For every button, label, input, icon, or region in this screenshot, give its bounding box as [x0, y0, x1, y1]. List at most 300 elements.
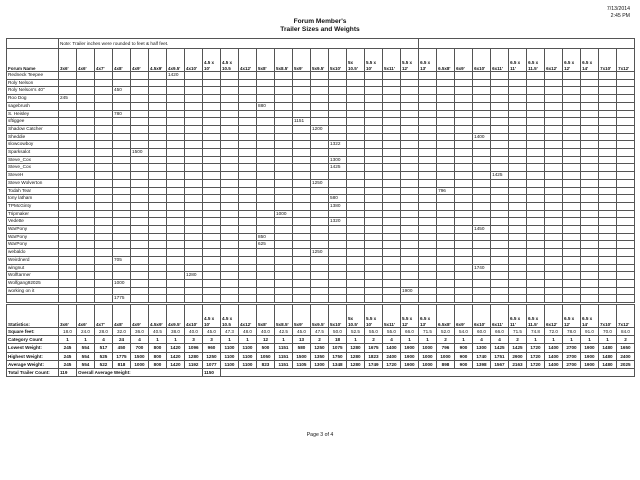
empty-cell — [167, 241, 185, 249]
empty-cell — [131, 287, 149, 295]
empty-cell — [563, 87, 581, 95]
empty-cell — [185, 218, 203, 226]
empty-cell — [167, 125, 185, 133]
stats-row-square-feet — [7, 328, 635, 336]
stats-value: 1280 — [347, 344, 365, 352]
empty-cell — [383, 295, 401, 303]
empty-cell — [617, 218, 635, 226]
empty-cell — [527, 72, 545, 80]
empty-cell — [365, 287, 383, 295]
empty-cell — [113, 272, 131, 280]
forum-member-name: Steve_Cox — [7, 156, 59, 164]
empty-cell — [365, 156, 383, 164]
empty-cell — [77, 279, 95, 287]
empty-cell — [527, 79, 545, 87]
empty-cell — [365, 110, 383, 118]
empty-cell — [221, 141, 239, 149]
empty-cell — [131, 164, 149, 172]
empty-cell — [563, 249, 581, 257]
empty-cell — [401, 272, 419, 280]
empty-cell — [203, 72, 221, 80]
forum-member-name: Sheddie — [7, 133, 59, 141]
empty-cell — [437, 72, 455, 80]
empty-cell — [311, 218, 329, 226]
empty-cell — [527, 210, 545, 218]
empty-cell — [581, 249, 599, 257]
forum-member-name: working on it — [7, 287, 59, 295]
empty-cell — [617, 287, 635, 295]
size-column-header: 6.5 x 13' — [419, 305, 437, 328]
empty-cell — [563, 272, 581, 280]
stats-value: 1 — [527, 336, 545, 344]
trailer-weight: 1250 — [311, 249, 329, 257]
empty-cell — [509, 156, 527, 164]
empty-cell — [239, 287, 257, 295]
empty-cell — [239, 233, 257, 241]
empty-cell — [581, 172, 599, 180]
empty-cell — [257, 133, 275, 141]
stats-value: 245 — [59, 360, 77, 368]
size-column-header: 6x11' — [491, 305, 509, 328]
empty-cell — [599, 241, 617, 249]
empty-cell — [527, 287, 545, 295]
empty-cell — [509, 233, 527, 241]
empty-cell — [401, 72, 419, 80]
empty-cell — [545, 210, 563, 218]
empty-cell — [455, 110, 473, 118]
stats-value: 450 — [113, 344, 131, 352]
empty-cell — [509, 87, 527, 95]
empty-cell — [455, 233, 473, 241]
empty-cell — [95, 149, 113, 157]
empty-cell — [77, 264, 95, 272]
empty-cell — [527, 241, 545, 249]
empty-cell — [293, 256, 311, 264]
empty-cell — [95, 102, 113, 110]
empty-cell — [149, 264, 167, 272]
empty-cell — [293, 264, 311, 272]
stats-value: 1400 — [545, 344, 563, 352]
size-column-header: 6.5x8' — [437, 49, 455, 72]
table-row — [7, 133, 635, 141]
empty-cell — [599, 95, 617, 103]
empty-cell — [167, 279, 185, 287]
empty-cell — [365, 264, 383, 272]
empty-cell — [491, 79, 509, 87]
empty-cell — [455, 202, 473, 210]
empty-cell — [59, 210, 77, 218]
page-footer: Page 3 of 4 — [306, 432, 334, 438]
empty-cell — [293, 210, 311, 218]
empty-cell — [509, 295, 527, 303]
empty-cell — [149, 210, 167, 218]
empty-cell — [617, 256, 635, 264]
empty-cell — [617, 264, 635, 272]
forum-member-name: wingnut — [7, 264, 59, 272]
empty-cell — [383, 264, 401, 272]
empty-cell — [401, 133, 419, 141]
stats-value: 2 — [617, 336, 635, 344]
empty-cell — [185, 156, 203, 164]
table-row — [7, 172, 635, 180]
table-row — [7, 125, 635, 133]
empty-cell — [491, 241, 509, 249]
stats-value: 45.0 — [203, 328, 221, 336]
empty-cell — [401, 249, 419, 257]
stats-value: 800 — [149, 360, 167, 368]
empty-cell — [167, 202, 185, 210]
empty-cell — [563, 164, 581, 172]
empty-cell — [617, 195, 635, 203]
stats-value: 245 — [59, 344, 77, 352]
empty-cell — [275, 133, 293, 141]
empty-cell — [491, 202, 509, 210]
empty-cell — [59, 264, 77, 272]
empty-cell — [581, 218, 599, 226]
empty-cell — [617, 233, 635, 241]
empty-cell — [257, 95, 275, 103]
stats-row-average — [7, 360, 635, 368]
forum-member-name: Roly Nelson's 40" — [7, 87, 59, 95]
empty-cell — [401, 164, 419, 172]
empty-cell — [581, 118, 599, 126]
empty-cell — [149, 110, 167, 118]
stats-value: 1 — [455, 336, 473, 344]
empty-cell — [95, 202, 113, 210]
empty-cell — [185, 79, 203, 87]
empty-cell — [347, 218, 365, 226]
size-column-header: 6x12' — [545, 305, 563, 328]
forum-member-name: Roo Dog — [7, 95, 59, 103]
size-column-header: 6.5 x 14' — [581, 49, 599, 72]
empty-cell — [617, 79, 635, 87]
empty-cell — [419, 141, 437, 149]
stats-row-label: Square feet: — [7, 328, 59, 336]
forum-member-name: Todah Tear — [7, 187, 59, 195]
empty-cell — [95, 141, 113, 149]
stats-value: 1 — [347, 336, 365, 344]
table-row — [7, 272, 635, 280]
empty-cell — [383, 287, 401, 295]
empty-cell — [437, 279, 455, 287]
empty-cell — [455, 218, 473, 226]
empty-cell — [293, 249, 311, 257]
forum-member-name: slowcowboy — [7, 141, 59, 149]
empty-cell — [455, 72, 473, 80]
empty-cell — [311, 110, 329, 118]
empty-cell — [527, 172, 545, 180]
empty-cell — [239, 249, 257, 257]
table-row — [7, 210, 635, 218]
trailer-weight: 1000 — [275, 210, 293, 218]
size-column-header: 4x9.5' — [167, 305, 185, 328]
stats-value: 1 — [167, 336, 185, 344]
title-line-1: Forum Member's — [293, 18, 347, 25]
empty-cell — [527, 149, 545, 157]
empty-cell — [545, 287, 563, 295]
empty-cell — [401, 110, 419, 118]
stats-row-label: Category Count — [7, 336, 59, 344]
empty-cell — [365, 272, 383, 280]
empty-cell — [347, 72, 365, 80]
empty-cell — [95, 179, 113, 187]
empty-cell — [257, 195, 275, 203]
empty-cell — [437, 272, 455, 280]
empty-cell — [599, 264, 617, 272]
empty-cell — [419, 287, 437, 295]
table-row — [7, 202, 635, 210]
stats-value: 45.0 — [293, 328, 311, 336]
empty-cell — [599, 272, 617, 280]
stats-value: 1425 — [509, 344, 527, 352]
empty-cell — [455, 179, 473, 187]
size-column-header: 4.5 x 10' — [203, 305, 221, 328]
empty-cell — [185, 141, 203, 149]
empty-cell — [95, 164, 113, 172]
empty-cell — [563, 210, 581, 218]
stats-row-label: Lowest Weight: — [7, 344, 59, 352]
empty-cell — [617, 72, 635, 80]
stats-value: 55.0 — [383, 328, 401, 336]
empty-cell — [95, 187, 113, 195]
empty-cell — [77, 141, 95, 149]
empty-cell — [437, 256, 455, 264]
empty-cell — [131, 110, 149, 118]
empty-cell — [113, 79, 131, 87]
stats-value: 1720 — [527, 360, 545, 368]
empty-cell — [221, 79, 239, 87]
empty-cell — [167, 110, 185, 118]
empty-cell — [221, 202, 239, 210]
empty-cell — [383, 256, 401, 264]
empty-cell — [311, 118, 329, 126]
empty-cell — [509, 272, 527, 280]
empty-cell — [545, 133, 563, 141]
empty-cell — [401, 125, 419, 133]
empty-cell — [347, 272, 365, 280]
stats-value: 1720 — [383, 360, 401, 368]
empty-cell — [365, 172, 383, 180]
empty-cell — [113, 233, 131, 241]
empty-cell — [491, 187, 509, 195]
empty-cell — [437, 149, 455, 157]
empty-cell — [275, 164, 293, 172]
stats-value: 1900 — [581, 352, 599, 360]
empty-cell — [419, 133, 437, 141]
empty-cell — [581, 125, 599, 133]
trailer-weight: 850 — [257, 233, 275, 241]
empty-cell — [527, 156, 545, 164]
size-column-header: 3x6' — [59, 49, 77, 72]
empty-cell — [59, 156, 77, 164]
empty-cell — [383, 118, 401, 126]
empty-cell — [203, 218, 221, 226]
empty-cell — [221, 118, 239, 126]
empty-cell — [455, 187, 473, 195]
empty-cell — [419, 118, 437, 126]
empty-cell — [527, 110, 545, 118]
empty-cell — [383, 218, 401, 226]
column-header-row — [7, 49, 635, 72]
empty-cell — [383, 149, 401, 157]
empty-cell — [581, 95, 599, 103]
empty-cell — [113, 226, 131, 234]
empty-cell — [401, 218, 419, 226]
empty-cell — [203, 110, 221, 118]
empty-cell — [491, 95, 509, 103]
stats-value: 1151 — [275, 360, 293, 368]
empty-cell — [221, 110, 239, 118]
trailer-weight: 780 — [113, 110, 131, 118]
empty-cell — [329, 233, 347, 241]
empty-cell — [383, 241, 401, 249]
empty-cell — [203, 295, 221, 303]
empty-cell — [167, 87, 185, 95]
stats-value: 2 — [437, 336, 455, 344]
empty-cell — [509, 249, 527, 257]
empty-cell — [617, 226, 635, 234]
empty-cell — [77, 110, 95, 118]
empty-cell — [455, 87, 473, 95]
empty-cell — [311, 149, 329, 157]
empty-cell — [563, 256, 581, 264]
trailer-weight: 1400 — [473, 133, 491, 141]
empty-cell — [473, 164, 491, 172]
empty-cell — [95, 72, 113, 80]
empty-cell — [437, 202, 455, 210]
empty-cell — [275, 102, 293, 110]
empty-cell — [149, 72, 167, 80]
stats-value: 1250 — [203, 352, 221, 360]
empty-cell — [509, 287, 527, 295]
empty-cell — [59, 179, 77, 187]
empty-cell — [221, 164, 239, 172]
trailer-weight: 1425 — [491, 172, 509, 180]
empty-cell — [329, 102, 347, 110]
stats-value: 3 — [185, 336, 203, 344]
empty-cell — [437, 87, 455, 95]
empty-cell — [167, 149, 185, 157]
empty-cell — [329, 210, 347, 218]
empty-cell — [617, 118, 635, 126]
empty-cell — [293, 187, 311, 195]
stats-value: 1 — [401, 336, 419, 344]
empty-cell — [419, 125, 437, 133]
empty-cell — [221, 264, 239, 272]
empty-cell — [545, 233, 563, 241]
empty-cell — [473, 272, 491, 280]
empty-cell — [509, 187, 527, 195]
empty-cell — [473, 187, 491, 195]
empty-cell — [545, 226, 563, 234]
empty-cell — [617, 187, 635, 195]
empty-cell — [149, 272, 167, 280]
empty-cell — [311, 95, 329, 103]
stats-value: 66.0 — [491, 328, 509, 336]
statistics-label: Statistics: — [7, 305, 59, 328]
empty-cell — [311, 241, 329, 249]
empty-cell — [203, 241, 221, 249]
empty-cell — [239, 110, 257, 118]
empty-cell — [473, 241, 491, 249]
empty-cell — [473, 125, 491, 133]
empty-cell — [473, 287, 491, 295]
empty-cell — [221, 72, 239, 80]
empty-cell — [383, 141, 401, 149]
empty-cell — [365, 95, 383, 103]
empty-cell — [59, 79, 77, 87]
empty-cell — [77, 149, 95, 157]
empty-cell — [617, 164, 635, 172]
empty-cell — [221, 149, 239, 157]
empty-cell — [131, 72, 149, 80]
empty-cell — [149, 172, 167, 180]
empty-cell — [527, 118, 545, 126]
size-column-header: 6.5x8' — [437, 305, 455, 328]
stats-value: 960 — [203, 344, 221, 352]
empty-cell — [329, 295, 347, 303]
stats-value: 1100 — [239, 344, 257, 352]
forum-member-name: webaldo — [7, 249, 59, 257]
size-column-header: 4x10' — [185, 305, 203, 328]
empty-cell — [221, 226, 239, 234]
empty-cell — [455, 241, 473, 249]
forum-member-name: Vedette — [7, 218, 59, 226]
empty-cell — [149, 102, 167, 110]
stats-value: 2700 — [563, 352, 581, 360]
empty-cell — [221, 272, 239, 280]
stats-value: 91.0 — [581, 328, 599, 336]
empty-cell — [401, 264, 419, 272]
empty-cell — [545, 125, 563, 133]
empty-cell — [311, 164, 329, 172]
empty-cell — [455, 295, 473, 303]
empty-cell — [59, 287, 77, 295]
empty-cell — [473, 118, 491, 126]
size-column-header: 4.5 x 10' — [203, 49, 221, 72]
empty-cell — [329, 79, 347, 87]
empty-cell — [617, 202, 635, 210]
empty-cell — [311, 272, 329, 280]
empty-cell — [95, 256, 113, 264]
empty-cell — [257, 72, 275, 80]
stats-value: 2900 — [509, 352, 527, 360]
empty-cell — [617, 179, 635, 187]
size-column-header: 5x11' — [383, 305, 401, 328]
size-column-header: 6.5 x 11.5' — [527, 305, 545, 328]
empty-cell — [113, 195, 131, 203]
empty-cell — [257, 87, 275, 95]
size-column-header: 5x10' — [329, 49, 347, 72]
empty-cell — [437, 249, 455, 257]
empty-cell — [437, 195, 455, 203]
stats-value: 18 — [329, 336, 347, 344]
empty-cell — [401, 279, 419, 287]
empty-cell — [221, 233, 239, 241]
empty-cell — [95, 264, 113, 272]
table-row — [7, 156, 635, 164]
stats-value: 55.0 — [365, 328, 383, 336]
empty-cell — [113, 210, 131, 218]
empty-cell — [347, 256, 365, 264]
empty-cell — [185, 133, 203, 141]
trailer-weight: 1151 — [293, 118, 311, 126]
empty-cell — [599, 133, 617, 141]
empty-cell — [419, 295, 437, 303]
empty-cell — [599, 202, 617, 210]
stats-value: 24 — [113, 336, 131, 344]
empty-cell — [437, 172, 455, 180]
